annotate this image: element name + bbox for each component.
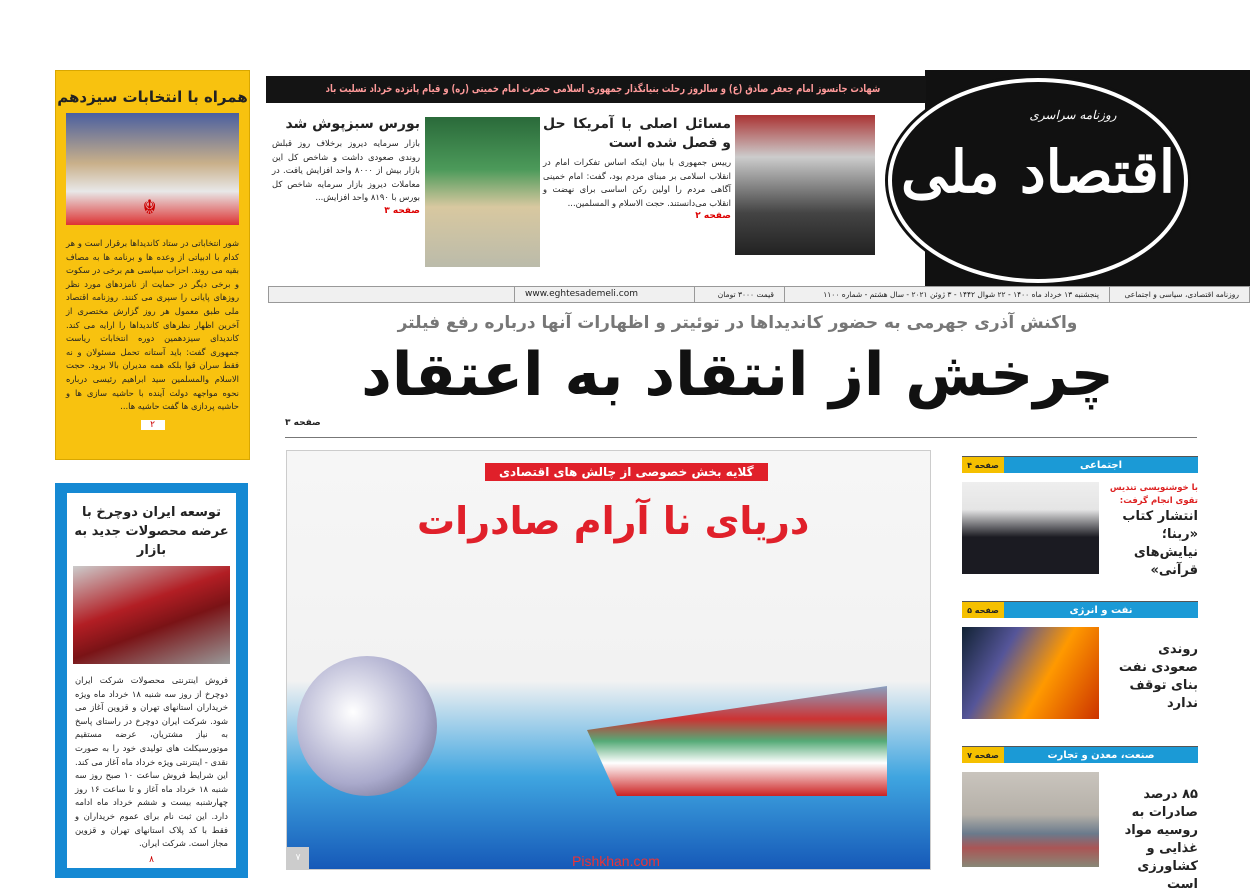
condolence-banner-end [888, 76, 926, 103]
ad-body: فروش اینترنتی محصولات شرکت ایران دوچرخ از روز سه شنبه ۱۸ خرداد ماه ویژه خریداران استانهای تهران و قزوین آغاز می شود. شرکت ایران دوچرخ در راستای پاسخ به نیاز مشتریان، عرضه مستقیم موتورسیکلت های تولیدی خود را به صورت نقدی - اینترنتی ویژه خرداد ماه آغاز می کند. این شرایط فروش ساعت ۱۰ صبح روز سه شنبه ۱۸ خرداد ماه آغاز و تا ساعت ۱۶ روز چهارشنبه بیست و ششم خرداد ماه ادامه دارد. این ثبت نام برای عموم خریداران و فقط با کد پلاک استانهای تهران و قزوین مجاز است. شرکت ایران. [75, 675, 228, 849]
page-number: ۲ [141, 420, 165, 430]
woman-photo [962, 482, 1099, 574]
election-box [55, 70, 250, 460]
watermark: Pishkhan.com [572, 853, 660, 869]
logo-subtitle: روزنامه سراسری [1029, 108, 1117, 122]
globe-graphic [297, 656, 437, 796]
price: قیمت ۳۰۰۰ تومان [694, 287, 784, 302]
dateline-bar [268, 286, 1250, 303]
lead-headline[interactable]: چرخش از انتقاد به اعتقاد [361, 340, 1114, 410]
divider [285, 437, 1197, 438]
election-title: همراه با انتخابات سیزدهم [57, 88, 248, 106]
page-number: ۷ [287, 847, 309, 869]
section-industry[interactable] [962, 742, 1198, 894]
condolence-banner: شهادت جانسوز امام جعفر صادق (ع) و سالروز رحلت بنیانگذار جمهوری اسلامی حضرت امام خمینی (ره) و قیام پانزده خرداد تسلیت باد [325, 83, 880, 95]
issue-date: پنجشنبه ۱۳ خرداد ماه ۱۴۰۰ - ۲۲ شوال ۱۴۴۲ - ۳ ژوئن ۲۰۲۱ - سال هشتم - شماره ۱۱۰۰ [784, 287, 1109, 302]
logo-text: اقتصاد ملی [901, 138, 1175, 206]
page-ref: صفحه ۳ [285, 418, 321, 428]
feature-image[interactable] [286, 450, 931, 870]
stock-market-photo [425, 117, 540, 267]
candidates-photo [66, 113, 239, 225]
story-body: بازار سرمایه دیروز برخلاف روز قبلش روندی صعودی داشت و شاخص کل این بازار بیش از ۸۰۰۰ واحد افزایش یافت. در معاملات دیروز بازار سرمایه شاخص کل بورس با ۸۱۹۰ واحد افزایش... [272, 138, 420, 202]
section-label: صنعت، معدن و تجارت [1004, 747, 1198, 763]
story-body: رییس جمهوری با بیان اینکه اساس تفکرات امام در انقلاب اسلامی بر مبنای مردم بود، گفت: امام خمینی آگاهی مردم را اولین رکن اساسی برای نهضت و انقلاب می‌دانستند. حجت الاسلام و المسلمین... [543, 157, 731, 208]
president-photo [735, 115, 875, 255]
election-body: شور انتخاباتی در ستاد کاندیداها برقرار است و هر کدام با ادبیاتی از وعده ها و برنامه ها به مصاف بقیه می روند. احزاب سیاسی هم برخی در سکوت و برخی دیگر در حمایت از نامزدهای مورد نظر روزهای پایانی را سپری می کنند. روزنامه اقتصاد ملی طبق معمول هر روز گزارش مختصری از آخرین اظهار نظرهای کاندیداها را ارایه می کند. کاندیدای سیزدهمین دوره انتخابات ریاست جمهوری گفت: باید آستانه تحمل مسئولان و نه فقط سران قوا بلکه همه مدیران بالا برود. حجت الاسلام والمسلمین سید ابراهیم رئیسی درباره نحوه مواجهه دولت آینده با حاشیه سازی ها و حاشیه پردازی ها گفت حاشیه ها... [66, 238, 239, 412]
page-ref: صفحه ۴ [962, 457, 1004, 473]
section-title: روندی صعودی نفت بنای توقف ندارد [1118, 642, 1198, 711]
website-link[interactable]: www.eghtesademeli.com [514, 287, 694, 302]
port-photo [962, 772, 1099, 867]
section-label: اجتماعی [1004, 457, 1198, 473]
page-ref: صفحه ۵ [962, 602, 1004, 618]
condolence-banner-box [266, 76, 888, 103]
feature-title: دریای نا آرام صادرات [417, 499, 810, 543]
motorcycle-ad-box [55, 483, 248, 878]
oil-barrels-photo [962, 627, 1099, 719]
section-oil[interactable] [962, 597, 1198, 719]
top-story-america[interactable] [543, 115, 731, 224]
section-label: نفت و انرژی [1004, 602, 1198, 618]
container-ship-graphic [587, 686, 887, 796]
section-title: ۸۵ درصد صادرات به روسیه مواد غذایی و کشاورزی است [1124, 787, 1198, 892]
story-title: مسائل اصلی با آمریکا حل و فصل شده است [543, 116, 731, 151]
page-ref: صفحه ۷ [962, 747, 1004, 763]
masthead-logo [888, 78, 1188, 283]
paper-type: روزنامه اقتصادی، سیاسی و اجتماعی [1109, 287, 1249, 302]
top-story-bourse[interactable] [272, 115, 420, 218]
section-title: انتشار کتاب «ربنا؛ نیایش‌های قرآنی» [1122, 509, 1198, 578]
lead-subheadline: واکنش آذری جهرمی به حضور کاندیداها در توئیتر و اظهارات آنها درباره رفع فیلتر [397, 313, 1078, 333]
ad-title: توسعه ایران دوچرخ با عرضه محصولات جدید به بازار [74, 505, 229, 558]
iran-emblem-icon: ☬ [142, 195, 157, 219]
motorcycles-photo [73, 566, 230, 664]
section-social[interactable] [962, 452, 1198, 580]
feature-tag: گلایه بخش خصوصی از چالش های اقتصادی [485, 463, 768, 481]
page-ref: صفحه ۲ [695, 211, 731, 221]
page-ref: صفحه ۳ [384, 205, 420, 216]
story-title: بورس سبزپوش شد [285, 116, 420, 132]
kicker: با خوشنویسی تندیس تقوی انجام گرفت: [1109, 483, 1198, 506]
page-number: ۸ [140, 855, 164, 865]
